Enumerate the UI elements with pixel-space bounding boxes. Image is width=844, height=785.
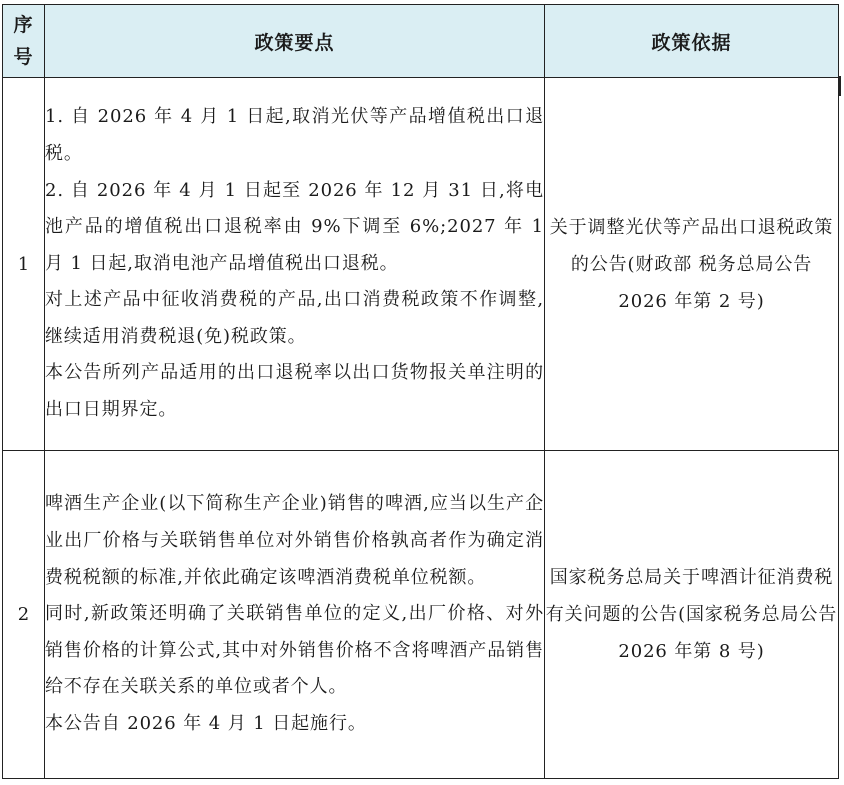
header-index-line2: 号	[13, 46, 34, 68]
row-policy-points	[45, 78, 545, 451]
row-policy-points	[45, 451, 545, 779]
policy-point: 本公告自 2026 年 4 月 1 日起施行。	[45, 712, 367, 734]
policy-point: 对上述产品中征收消费税的产品,出口消费税政策不作调整,继续适用消费税退(免)税政策。	[45, 289, 544, 347]
row-policy-basis: 关于调整光伏等产品出口退税政策的公告(财政部 税务总局公告 2026 年第 2 号)	[545, 78, 839, 451]
header-policy-basis: 政策依据	[545, 5, 839, 78]
header-index-line1: 序	[13, 14, 34, 36]
policy-point: 2. 自 2026 年 4 月 1 日起至 2026 年 12 月 31 日,将电池产品的增值税出口退税率由 9%下调至 6%;2027 年 1 月 1 日起,取消电池产品增值税出口退税。	[45, 179, 544, 274]
policy-point: 1. 自 2026 年 4 月 1 日起,取消光伏等产品增值税出口退税。	[45, 106, 544, 164]
policy-point: 本公告所列产品适用的出口退税率以出口货物报关单注明的出口日期界定。	[45, 362, 544, 421]
row-policy-basis: 国家税务总局关于啤酒计征消费税有关问题的公告(国家税务总局公告 2026 年第 8 号)	[545, 451, 839, 779]
table-edge-mark	[839, 76, 841, 96]
row-index: 1	[3, 78, 45, 451]
table-row	[3, 451, 839, 779]
row-index: 2	[3, 451, 45, 779]
table-header-row	[3, 5, 839, 78]
policy-point: 同时,新政策还明确了关联销售单位的定义,出厂价格、对外销售价格的计算公式,其中对外销售价格不含将啤酒产品销售给不存在关联关系的单位或者个人。	[45, 603, 544, 698]
policy-table	[2, 4, 839, 779]
table-row	[3, 78, 839, 451]
header-index	[3, 5, 45, 78]
header-policy-points: 政策要点	[45, 5, 545, 78]
policy-point: 啤酒生产企业(以下简称生产企业)销售的啤酒,应当以生产企业出厂价格与关联销售单位对外销售价格孰高者作为确定消费税税额的标准,并依此确定该啤酒消费税单位税额。	[45, 493, 544, 588]
